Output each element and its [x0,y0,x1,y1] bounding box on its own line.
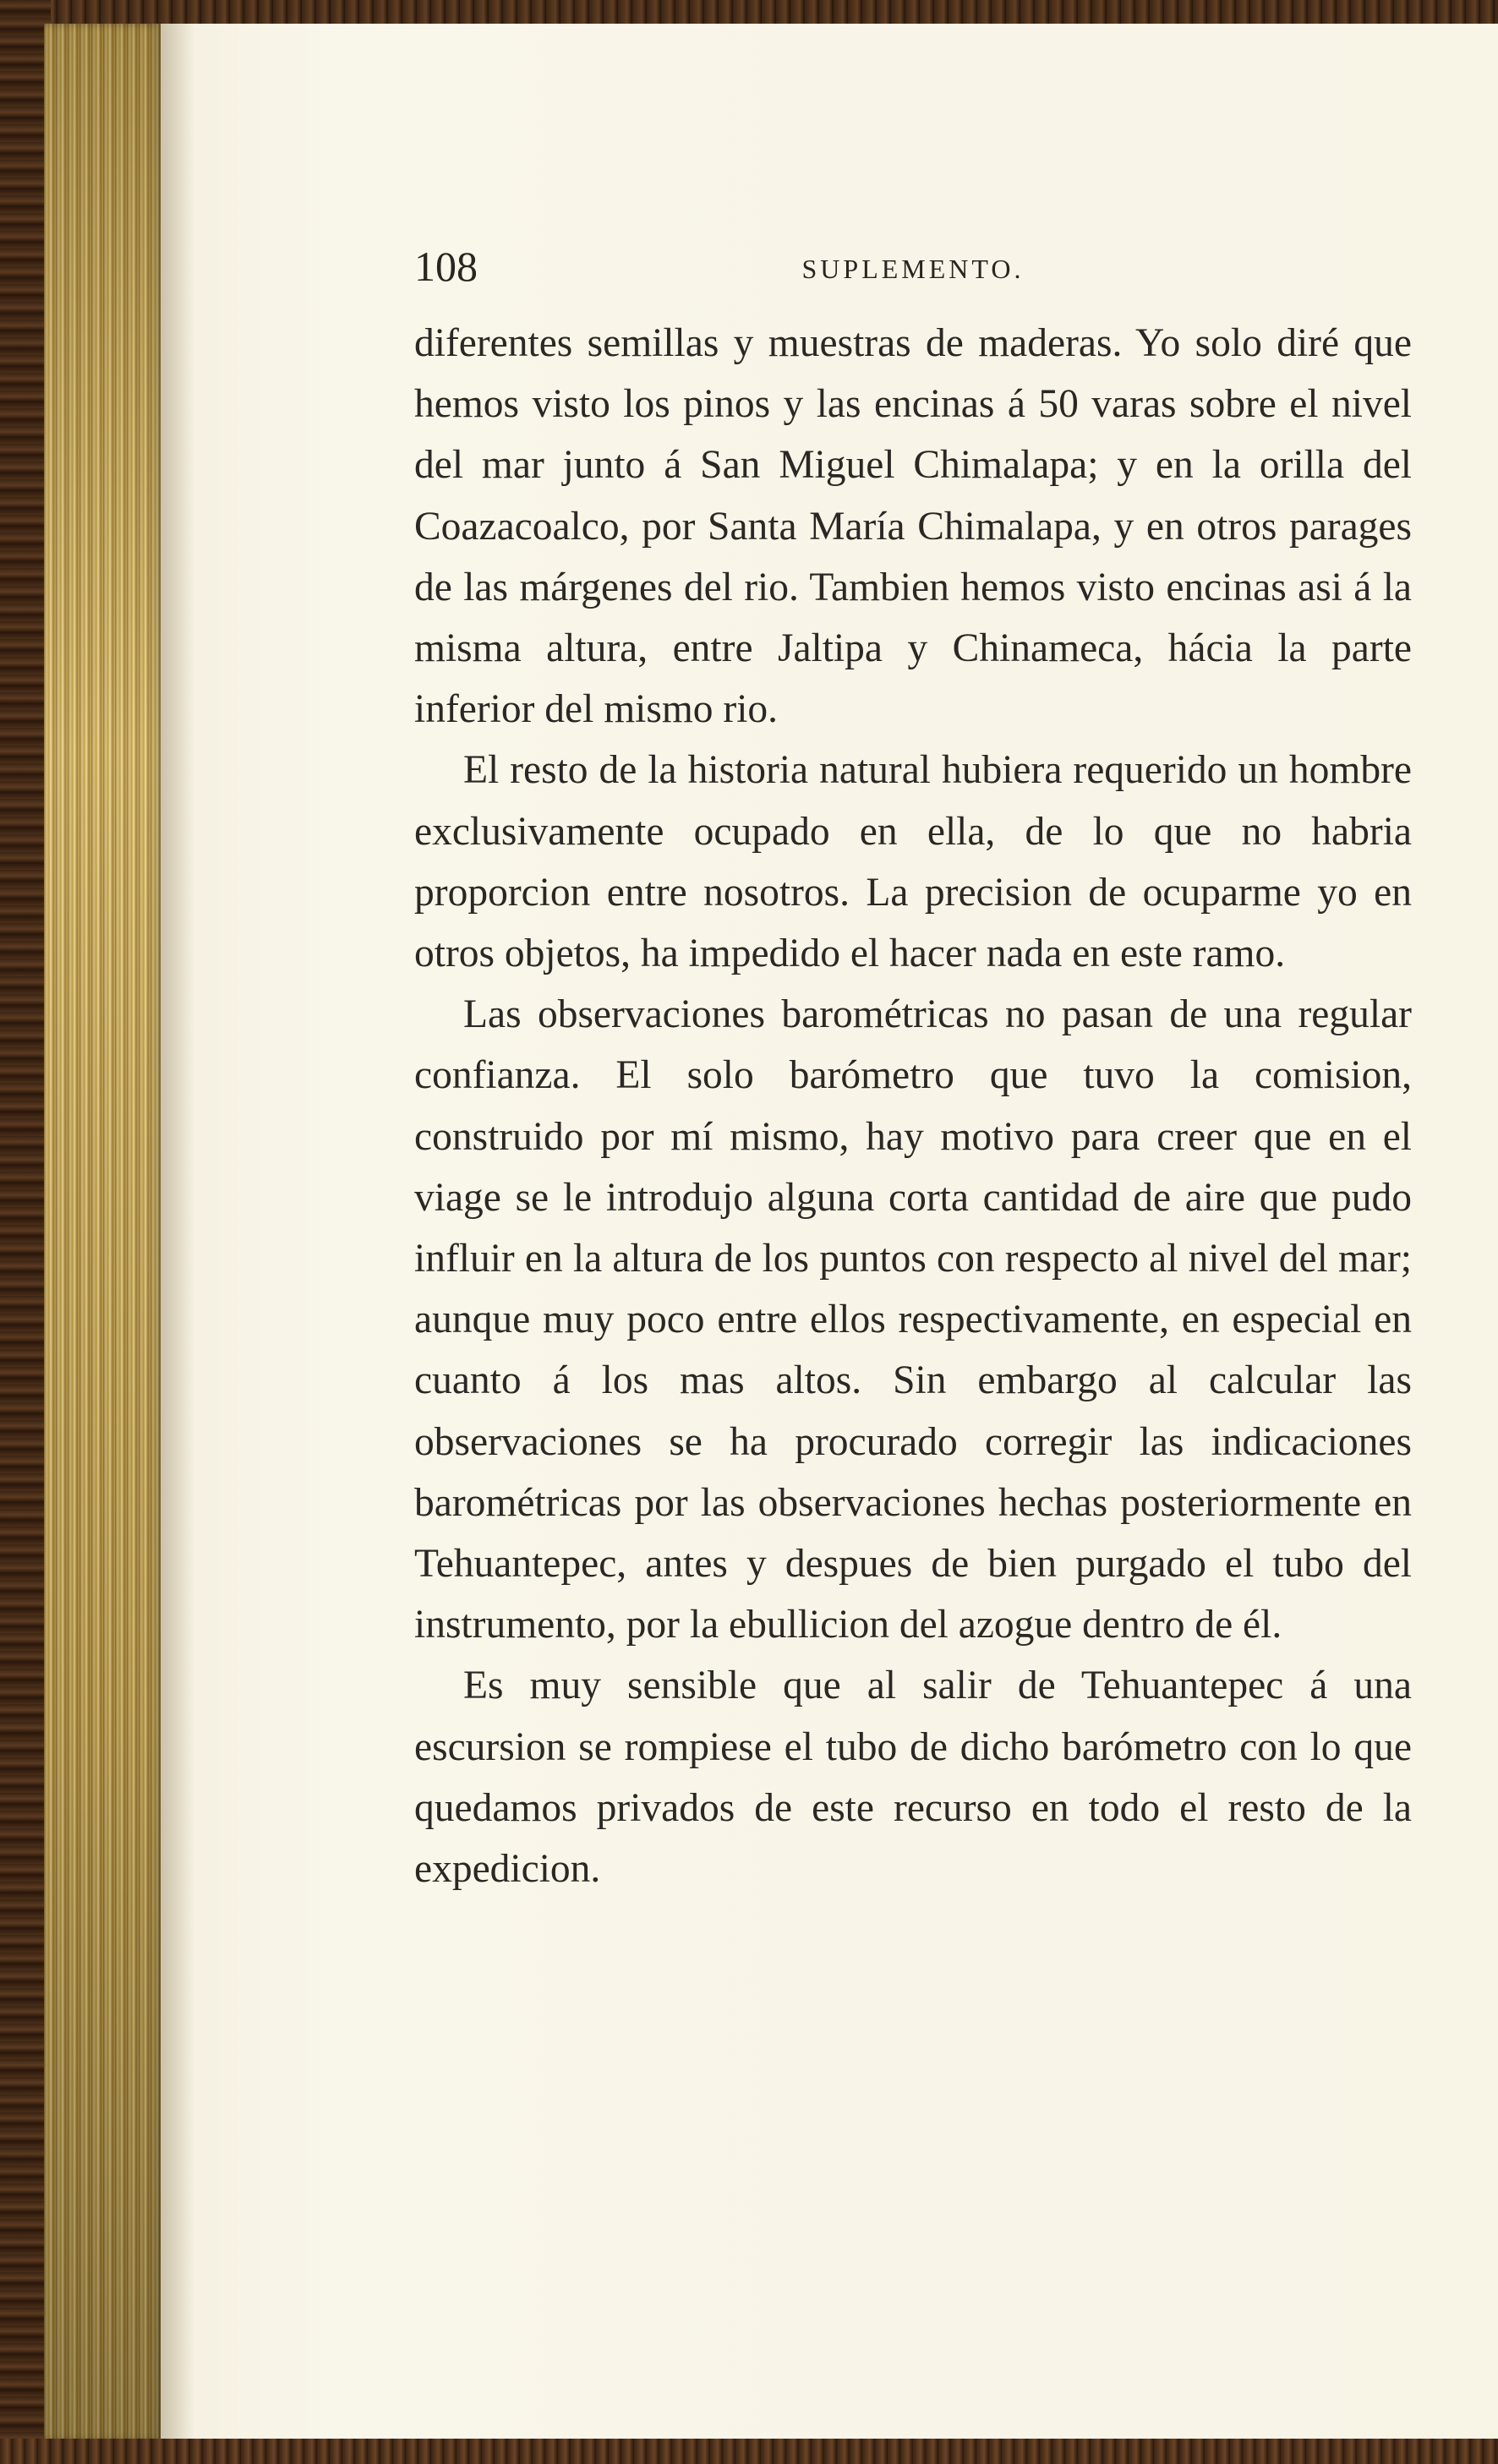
body-text [414,313,1412,1899]
book-top-edge [0,0,1498,24]
page-header [414,241,1412,292]
paragraph-1: diferentes semillas y muestras de maderas. Yo solo diré que hemos visto los pinos y las encinas á 50 varas sobre el nivel del mar junto á San Miguel Chimalapa; y en la orilla del Coazacoalco, por Santa María Chimalapa, y en otros parages de las márgenes del rio. Tambien hemos visto encinas asi á la misma altura, entre Jaltipa y Chinameca, hácia la parte inferior del mismo rio. [414,321,1412,732]
page-gutter-shadow [161,24,194,2441]
gilt-edge-shading [44,24,162,2441]
paragraph-4: Es muy sensible que al salir de Tehuantepec á una escursion se rompiese el tubo de dicho barómetro con lo que quedamos privados de este recurso en todo el resto de la expedicion. [414,1664,1412,1892]
paragraph-3: Las observaciones barométricas no pasan de una regular confianza. El solo barómetro que tuvo la comision, construido por mí mismo, hay motivo para creer que en el viage se le introdujo alguna corta cantidad de aire que pudo influir en la altura de los puntos con respecto al nivel del mar; aunque muy poco entre ellos respectivamente, en especial en cuanto á los mas altos. Sin embargo al calcular las observaciones se ha procurado corregir las indicaciones barométricas por las observaciones hechas posteriormente en Tehuantepec, antes y despues de bien purgado el tubo del instrumento, por la ebullicion del azogue dentro de él. [414,992,1412,1647]
paragraph-2: El resto de la historia natural hubiera requerido un hombre exclusivamente ocupado en ella, de lo que no habria proporcion entre nosotros. La precision de ocuparme yo en otros objetos, ha impedido el hacer nada en este ramo. [414,748,1412,976]
leather-cover-edge [0,0,51,2464]
page-number: 108 [414,243,478,290]
book-bottom-edge [0,2439,1498,2464]
running-head: SUPLEMENTO. [801,254,1025,284]
